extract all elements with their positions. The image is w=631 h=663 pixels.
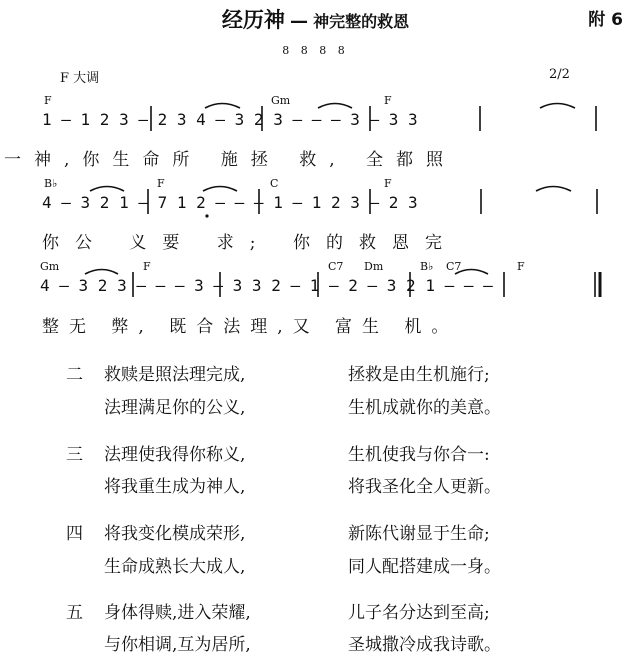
verse-line: 将我变化模成荣形, bbox=[104, 524, 246, 544]
verse-line: 将我圣化全人更新。 bbox=[348, 477, 501, 497]
title-main: 经历神 bbox=[221, 8, 285, 32]
verse-line: 儿子名分达到至高; bbox=[348, 603, 490, 623]
chord: F bbox=[384, 94, 392, 107]
slur bbox=[205, 104, 240, 109]
slur bbox=[203, 187, 237, 192]
verse-line: 生机使我与你合一: bbox=[348, 445, 490, 465]
verse-line: 同人配搭建成一身。 bbox=[348, 557, 501, 577]
meter: 8 8 8 8 bbox=[282, 44, 349, 57]
verse-line: 拯救是由生机施行; bbox=[348, 365, 490, 385]
appendix-number: 附 6 bbox=[588, 10, 623, 30]
slur bbox=[455, 270, 488, 275]
verse-line: 将我重生成为神人, bbox=[104, 477, 246, 497]
verse-line: 与你相调,互为居所, bbox=[104, 635, 251, 655]
verse-number: 五 bbox=[66, 603, 83, 623]
note-line: 1 — 1 2 3 — 2 3 4 — 3 2 3 — — — 3 — 3 3 bbox=[42, 110, 418, 129]
verse-number: 四 bbox=[66, 524, 83, 544]
chord: Dm bbox=[364, 260, 384, 273]
octave-dot bbox=[205, 214, 208, 217]
slur bbox=[90, 187, 124, 192]
verse-line: 圣城撒冷成我诗歌。 bbox=[348, 635, 501, 655]
verse-line: 新陈代谢显于生命; bbox=[348, 524, 490, 544]
slur bbox=[540, 104, 575, 109]
chord: C7 bbox=[328, 260, 344, 273]
title-subtitle: 神完整的救恩 bbox=[313, 12, 410, 31]
key-signature: F 大调 bbox=[60, 71, 100, 86]
chord: C7 bbox=[446, 260, 462, 273]
verse-line: 生机成就你的美意。 bbox=[348, 398, 501, 418]
lyric-line: 你公 义要 求; 你的救恩完 bbox=[42, 233, 458, 253]
verse-number: 三 bbox=[66, 445, 83, 465]
note-line: 4 — 3 2 1 — 7 1 2 — — — 1 — 1 2 3 — 2 3 bbox=[42, 193, 418, 212]
chord: B♭ bbox=[420, 260, 434, 273]
verse-line: 法理满足你的公义, bbox=[104, 398, 246, 418]
chord: F bbox=[157, 177, 165, 190]
verse-line: 生命成熟长大成人, bbox=[104, 557, 246, 577]
slur bbox=[318, 104, 352, 109]
time-signature: 2/2 bbox=[549, 67, 570, 82]
slur bbox=[85, 270, 118, 275]
chord: F bbox=[384, 177, 392, 190]
verse-line: 身体得赎,进入荣耀, bbox=[104, 603, 251, 623]
chord: C bbox=[270, 177, 279, 190]
chord: Gm bbox=[271, 94, 291, 107]
chord: F bbox=[517, 260, 525, 273]
verse-number: 二 bbox=[66, 365, 83, 385]
lyric-line: 整无 弊, 既合法理,又 富生 机。 bbox=[42, 317, 459, 337]
chord: B♭ bbox=[44, 177, 58, 190]
verse-line: 法理使我得你称义, bbox=[104, 445, 246, 465]
verse-line: 救赎是照法理完成, bbox=[104, 365, 246, 385]
chord: F bbox=[44, 94, 52, 107]
title-dash: — bbox=[289, 11, 308, 32]
chord: F bbox=[143, 260, 151, 273]
chord: Gm bbox=[40, 260, 60, 273]
slur bbox=[536, 187, 571, 192]
note-line: 4 — 3 2 3 — — — 3 — 3 3 2 — 1 — 2 — 3 2 1 — — — bbox=[40, 276, 493, 295]
lyric-line: 一神,你生命所 施拯 救, 全都照 bbox=[4, 150, 457, 170]
